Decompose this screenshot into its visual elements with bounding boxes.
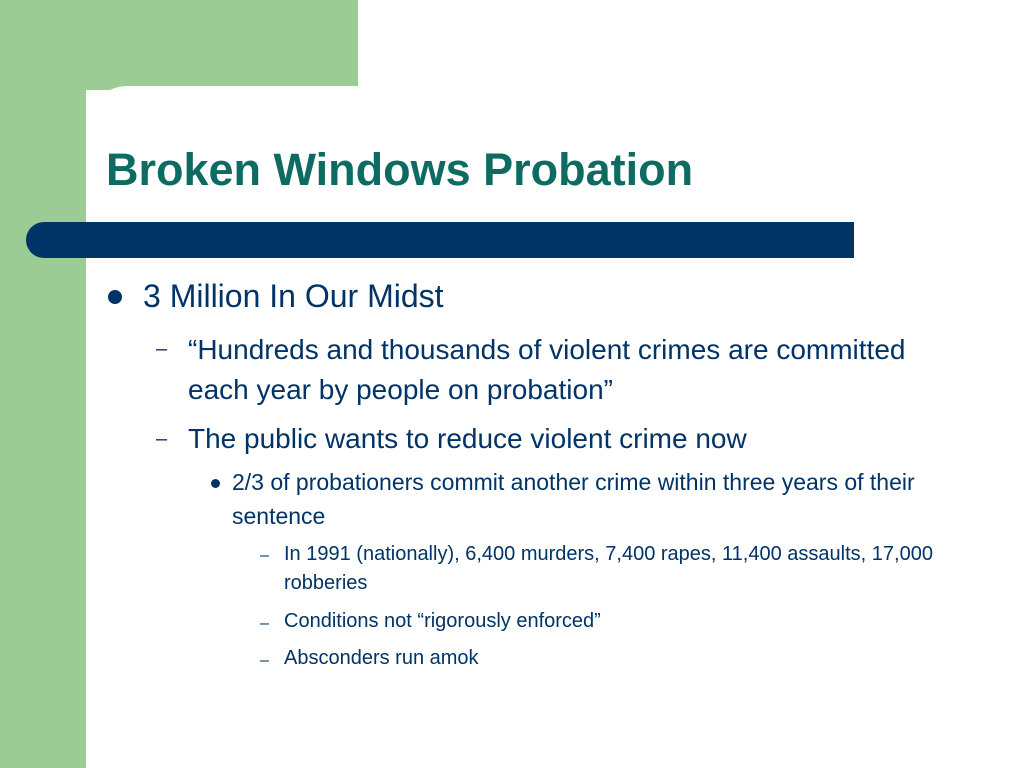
- bullet-dot-icon: [108, 290, 122, 304]
- bullet-level4-1991: In 1991 (nationally), 6,400 murders, 7,400 rapes, 11,400 assaults, 17,000 robberies: [284, 543, 933, 594]
- bullet-level1: 3 Million In Our Midst: [143, 278, 444, 314]
- dash-bullet-icon: –: [156, 428, 168, 450]
- dash-bullet-icon: –: [260, 547, 269, 564]
- dash-bullet-icon: –: [156, 338, 168, 360]
- bullet-dot-icon: [211, 479, 220, 488]
- bullet-level4-absconders: Absconders run amok: [284, 647, 479, 669]
- bullet-level3-stat: 2/3 of probationers commit another crime within three years of their sentence: [232, 469, 915, 529]
- bullet-level2-quote: “Hundreds and thousands of violent crimes are committed each year by people on probation”: [188, 334, 906, 405]
- slide-title: Broken Windows Probation: [106, 144, 694, 195]
- green-left-stripe: [0, 0, 86, 768]
- bullet-level2-public: The public wants to reduce violent crime now: [188, 423, 747, 454]
- title-underline-bar: [26, 222, 854, 258]
- dash-bullet-icon: –: [260, 615, 269, 632]
- bullet-level4-conditions: Conditions not “rigorously enforced”: [284, 610, 601, 632]
- dash-bullet-icon: –: [260, 652, 269, 669]
